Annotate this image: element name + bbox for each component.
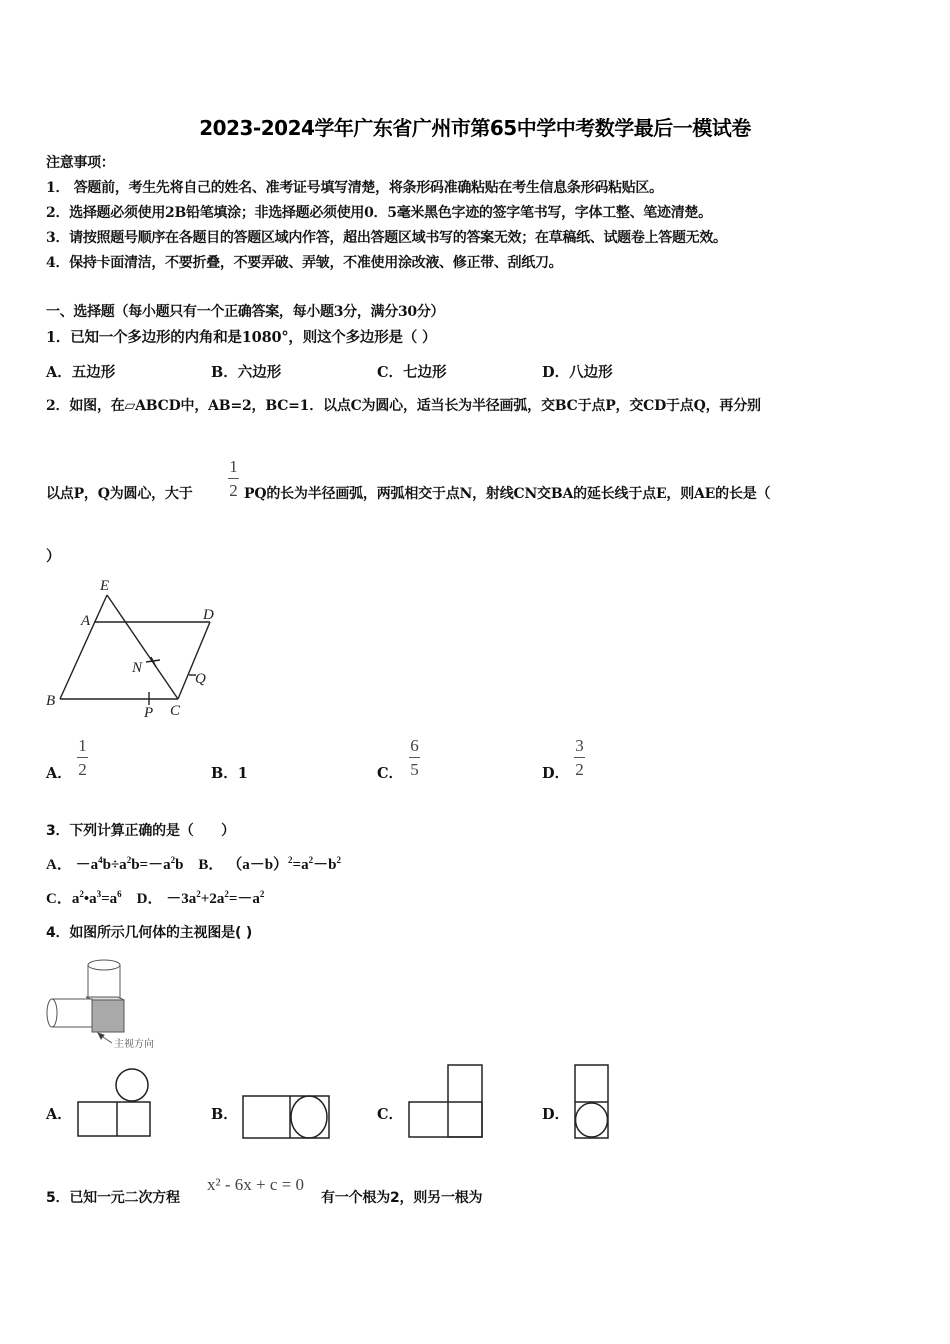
option-label: B． bbox=[211, 765, 238, 782]
parallelogram-figure bbox=[40, 572, 240, 722]
front-view-a-icon bbox=[77, 1067, 153, 1139]
fraction-denominator: 2 bbox=[229, 481, 238, 500]
q2-option-c[interactable]: C． bbox=[377, 765, 404, 782]
q1-option-b[interactable]: B．六边形 bbox=[211, 364, 282, 381]
q3-option-c[interactable]: C．$a^2•a^3=a^6$ bbox=[46, 889, 122, 907]
numerator: 6 bbox=[410, 736, 419, 755]
notice-item-1: 1． 答题前，考生先将自己的姓名、准考证号填写清楚，将条形码准确粘贴在考生信息条形码粘贴区。 bbox=[46, 180, 663, 196]
q3-options-cd bbox=[46, 887, 264, 908]
label-p: P bbox=[144, 705, 154, 721]
q3-option-b[interactable]: B． $(a-b)^2=a^2-b^2$ bbox=[198, 855, 341, 873]
front-view-c-icon bbox=[408, 1064, 484, 1140]
denominator: 2 bbox=[575, 760, 584, 779]
notice-heading: 注意事项： bbox=[46, 155, 115, 171]
label-a: A bbox=[81, 613, 91, 629]
q1-option-a[interactable]: A．五边形 bbox=[46, 364, 116, 381]
q1-option-d[interactable]: D．八边形 bbox=[542, 364, 613, 381]
numerator: 1 bbox=[78, 736, 87, 755]
notice-item-3: 3．请按照题号顺序在各题目的答题区域内作答，超出答题区域书写的答案无效；在草稿纸、试题卷上答题无效。 bbox=[46, 230, 727, 246]
q1-option-c[interactable]: C．七边形 bbox=[377, 364, 447, 381]
solid-figure bbox=[44, 955, 174, 1055]
figure-caption: 主视方向 bbox=[114, 1039, 154, 1050]
option-label: C． bbox=[46, 891, 72, 907]
question-2-line-3: ） bbox=[46, 548, 61, 565]
cylinder-cube-icon bbox=[44, 955, 174, 1055]
parallelogram-diagram-icon bbox=[40, 572, 240, 722]
label-n: N bbox=[132, 660, 143, 676]
front-view-b-icon bbox=[242, 1095, 332, 1140]
question-5-part-a: 5．已知一元二次方程 bbox=[46, 1190, 180, 1206]
q4-option-d[interactable]: D． bbox=[542, 1106, 570, 1123]
q2-option-a[interactable]: A． bbox=[46, 765, 72, 782]
fraction-one-half bbox=[228, 458, 239, 499]
question-5-part-b: 有一个根为2，则另一根为 bbox=[321, 1190, 483, 1206]
label-b: B bbox=[46, 693, 56, 709]
question-1: 1．已知一个多边形的内角和是1080°，则这个多边形是（ ） bbox=[46, 329, 437, 346]
q3-option-a[interactable]: A． $-a^4b\div a^2b=-a^2b$ bbox=[46, 855, 184, 873]
question-2-line-2a: 以点P，Q为圆心，大于 bbox=[46, 486, 193, 502]
q4-option-d-figure bbox=[574, 1064, 610, 1144]
numerator: 3 bbox=[575, 736, 584, 755]
question-3: 3．下列计算正确的是（ ） bbox=[46, 823, 235, 839]
q4-option-a-figure bbox=[77, 1067, 153, 1143]
page-title: 2023-2024学年广东省广州市第65中学中考数学最后一模试卷 bbox=[199, 116, 751, 140]
question-2-line-2b: PQ的长为半径画弧，两弧相交于点N，射线CN交BA的延长线于点E，则AE的长是（ bbox=[244, 486, 771, 502]
denominator: 5 bbox=[410, 760, 419, 779]
quadratic-equation: x² - 6x + c = 0 bbox=[207, 1175, 304, 1194]
q3-options-ab bbox=[46, 853, 341, 874]
q4-option-b-figure bbox=[242, 1095, 332, 1144]
option-label: A． bbox=[46, 857, 72, 873]
option-label: B． bbox=[198, 857, 224, 873]
notice-item-4: 4．保持卡面清洁，不要折叠，不要弄破、弄皱，不准使用涂改液、修正带、刮纸刀。 bbox=[46, 255, 563, 271]
fraction-numerator: 1 bbox=[229, 457, 238, 476]
option-label: D． bbox=[136, 891, 163, 907]
label-c: C bbox=[170, 703, 181, 719]
q4-option-b[interactable]: B． bbox=[211, 1106, 238, 1123]
q3-option-d[interactable]: D． $-3a^2+2a^2=-a^2$ bbox=[136, 889, 265, 907]
q2-option-a-fraction bbox=[77, 737, 88, 778]
q4-option-c[interactable]: C． bbox=[377, 1106, 404, 1123]
question-2-line-1: 2．如图，在▱ABCD中，AB=2，BC=1．以点C为圆心，适当长为半径画弧，交BC于点P，交CD于点Q，再分别 bbox=[46, 398, 761, 414]
notice-item-2: 2．选择题必须使用2B铅笔填涂；非选择题必须使用0．5毫米黑色字迹的签字笔书写，字体工整、笔迹清楚。 bbox=[46, 205, 712, 221]
question-4: 4．如图所示几何体的主视图是( ) bbox=[46, 925, 253, 941]
denominator: 2 bbox=[78, 760, 87, 779]
front-view-d-icon bbox=[574, 1064, 610, 1140]
label-q: Q bbox=[195, 671, 206, 687]
section-heading: 一、选择题（每小题只有一个正确答案，每小题3分，满分30分） bbox=[46, 304, 445, 320]
q2-option-d-fraction bbox=[574, 737, 585, 778]
q2-option-d[interactable]: D． bbox=[542, 765, 570, 782]
q4-option-a[interactable]: A． bbox=[46, 1106, 72, 1123]
q2-option-b[interactable] bbox=[211, 762, 248, 783]
option-value: 1 bbox=[237, 765, 248, 782]
q4-option-c-figure bbox=[408, 1064, 484, 1144]
label-d: D bbox=[203, 607, 214, 623]
q2-option-c-fraction bbox=[409, 737, 420, 778]
label-e: E bbox=[100, 578, 110, 594]
